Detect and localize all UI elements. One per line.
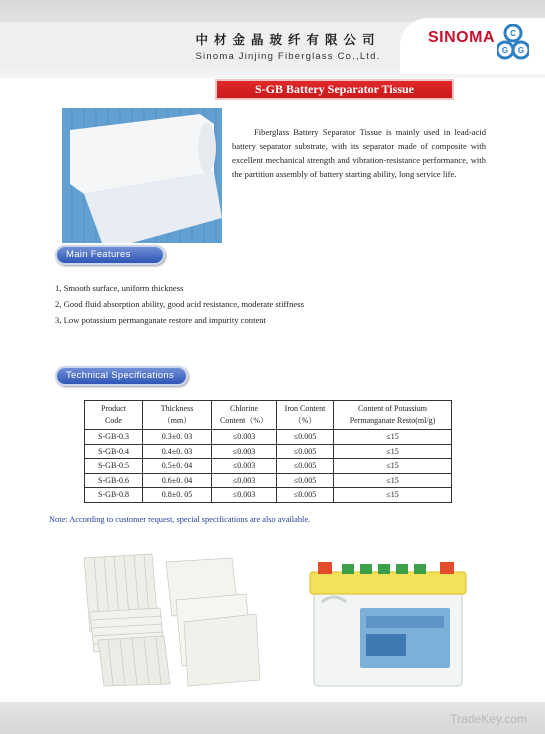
section-heading-label: Technical Specifications <box>66 370 175 381</box>
table-cell: S-GB-0.5 <box>85 459 143 474</box>
table-cell: S-GB-0.4 <box>85 444 143 459</box>
table-row <box>85 444 452 459</box>
table-cell: S-GB-0.6 <box>85 473 143 488</box>
page-title: S-GB Battery Separator Tissue <box>254 82 414 96</box>
table-cell: 0.3±0. 03 <box>143 430 212 445</box>
table-cell: ≤0.003 <box>212 488 277 503</box>
table-cell: ≤0.003 <box>212 459 277 474</box>
table-cell: ≤0.005 <box>277 459 334 474</box>
title-banner <box>215 79 454 100</box>
table-row <box>85 459 452 474</box>
table-row <box>85 473 452 488</box>
logo-mark-letter: G <box>517 46 525 55</box>
column-header: Thickness （mm） <box>143 401 212 430</box>
column-header: Chlorine Content（%） <box>212 401 277 430</box>
table-cell: ≤0.005 <box>277 488 334 503</box>
table-cell: 0.5±0. 04 <box>143 459 212 474</box>
logo-mark-letter: G <box>501 46 509 55</box>
sinoma-logo-icon <box>497 24 529 60</box>
table-cell: ≤0.003 <box>212 473 277 488</box>
column-header: Content of Potassium Permanganate Resto(ml/g) <box>334 401 452 430</box>
table-cell: ≤0.005 <box>277 444 334 459</box>
table-cell: 0.4±0. 03 <box>143 444 212 459</box>
intro-paragraph: Fiberglass Battery Separator Tissue is mainly used in lead-acid battery separator substrate, with its separator made of composite with excellent mechanical strength and vibration-resistance performance, with the partition assembly of battery starting ability, long service life. <box>232 127 486 179</box>
logo-text: SINOMA <box>428 29 495 46</box>
company-name-cn: 中材金晶玻纤有限公司 <box>195 32 381 47</box>
features-list <box>55 280 304 328</box>
column-header: Iron Content （%） <box>277 401 334 430</box>
table-cell: ≤15 <box>334 430 452 445</box>
table-cell: ≤0.005 <box>277 473 334 488</box>
table-cell: S-GB-0.8 <box>85 488 143 503</box>
table-cell: ≤0.003 <box>212 444 277 459</box>
table-cell: 0.6±0. 04 <box>143 473 212 488</box>
table-cell: ≤15 <box>334 444 452 459</box>
table-cell: 0.8±0. 05 <box>143 488 212 503</box>
company-name-block <box>188 30 388 62</box>
battery-image <box>300 552 475 692</box>
separator-sheets-image <box>80 552 260 687</box>
note-text: Note: According to customer request, special specifications are also available. <box>49 515 311 524</box>
table-row <box>85 430 452 445</box>
watermark: TradeKey.com <box>450 712 527 726</box>
section-heading-features <box>55 245 165 265</box>
table-header-row <box>85 401 452 430</box>
table-cell: ≤15 <box>334 488 452 503</box>
company-name-en: Sinoma Jinjing Fiberglass Co.,Ltd. <box>195 51 381 62</box>
table-cell: ≤15 <box>334 459 452 474</box>
list-item: 1, Smooth surface, uniform thickness <box>55 283 184 293</box>
spec-table <box>84 400 452 503</box>
table-cell: ≤0.003 <box>212 430 277 445</box>
table-cell: ≤15 <box>334 473 452 488</box>
table-cell: S-GB-0.3 <box>85 430 143 445</box>
list-item: 2, Good fluid absorption ability, good acid resistance, moderate stiffness <box>55 299 304 309</box>
logo-mark-letter: C <box>510 29 516 38</box>
section-heading-specs <box>55 366 188 386</box>
table-row <box>85 488 452 503</box>
list-item: 3, Low potassium permanganate restore and impurity content <box>55 315 266 325</box>
column-header: Product Code <box>85 401 143 430</box>
table-cell: ≤0.005 <box>277 430 334 445</box>
product-roll-image <box>62 108 222 243</box>
section-heading-label: Main Features <box>66 249 131 260</box>
